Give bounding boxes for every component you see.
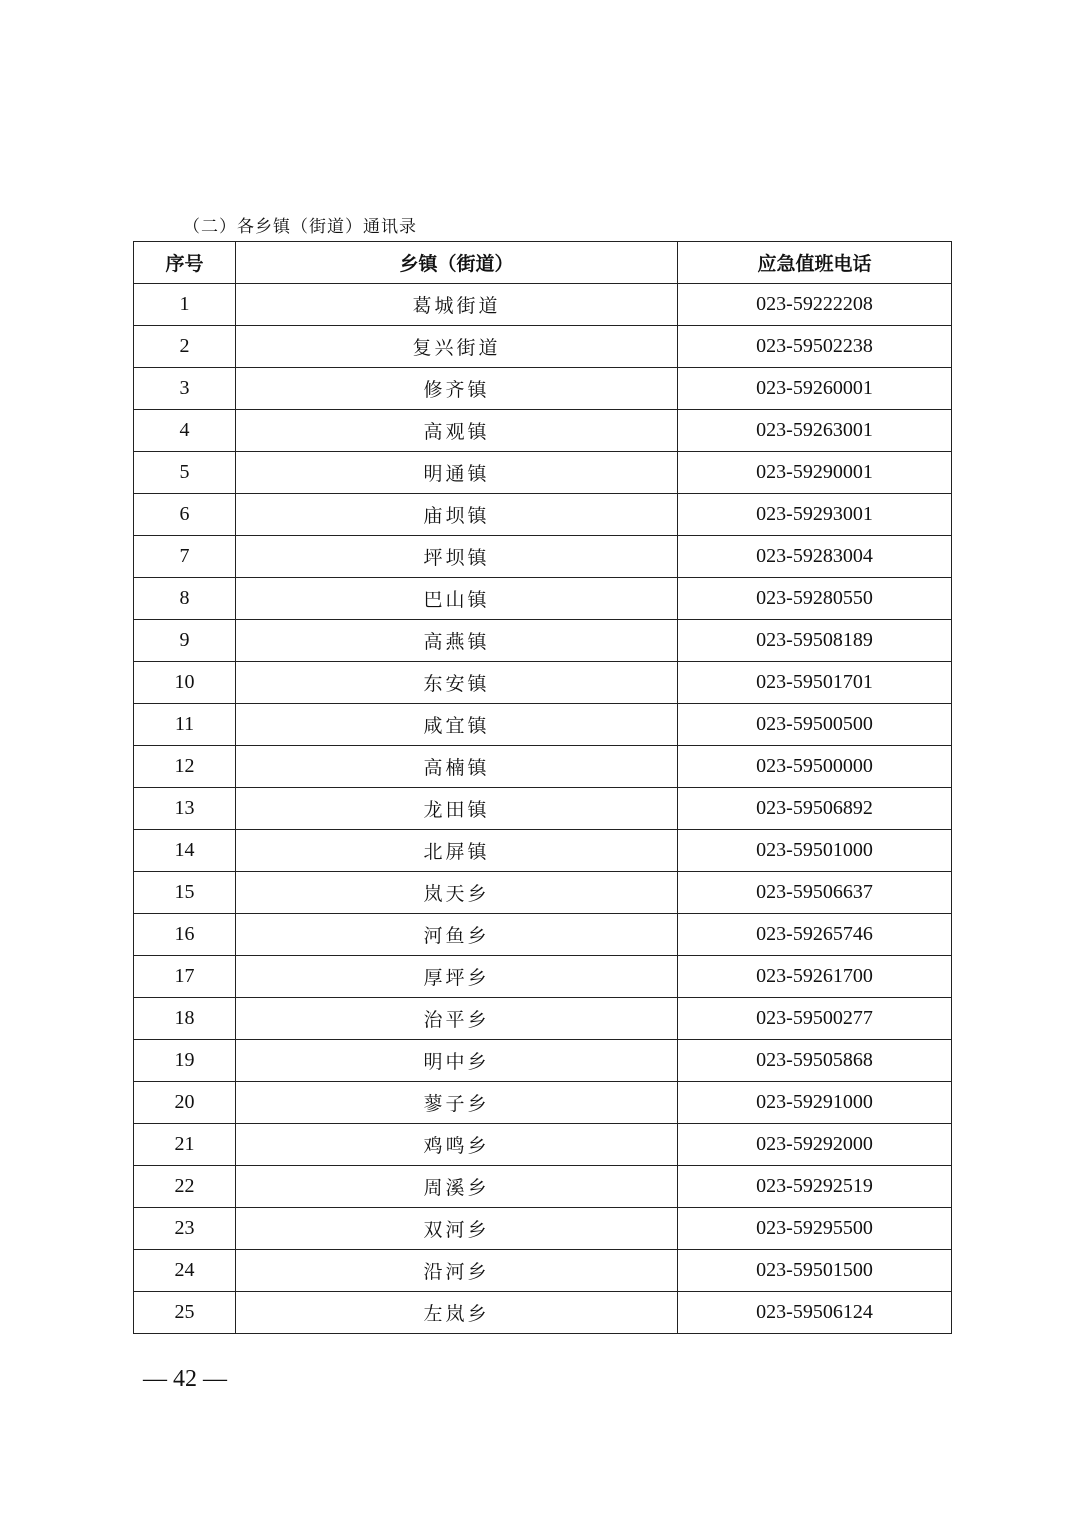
row-town: 蓼子乡 <box>236 1082 678 1124</box>
row-town: 高燕镇 <box>236 620 678 662</box>
row-seq: 14 <box>134 830 236 872</box>
table-row <box>134 746 952 788</box>
row-phone: 023-59506892 <box>678 788 952 830</box>
row-seq: 5 <box>134 452 236 494</box>
row-seq: 15 <box>134 872 236 914</box>
table-row <box>134 620 952 662</box>
row-seq: 7 <box>134 536 236 578</box>
table-row <box>134 326 952 368</box>
row-seq: 3 <box>134 368 236 410</box>
table-row <box>134 494 952 536</box>
row-town: 沿河乡 <box>236 1250 678 1292</box>
row-town: 双河乡 <box>236 1208 678 1250</box>
row-town: 北屏镇 <box>236 830 678 872</box>
row-phone: 023-59506124 <box>678 1292 952 1334</box>
row-phone: 023-59222208 <box>678 284 952 326</box>
row-seq: 22 <box>134 1166 236 1208</box>
row-town: 坪坝镇 <box>236 536 678 578</box>
row-phone: 023-59293001 <box>678 494 952 536</box>
table-row <box>134 1292 952 1334</box>
row-town: 周溪乡 <box>236 1166 678 1208</box>
row-phone: 023-59263001 <box>678 410 952 452</box>
row-town: 葛城街道 <box>236 284 678 326</box>
header-town: 乡镇（街道） <box>236 242 678 284</box>
row-phone: 023-59505868 <box>678 1040 952 1082</box>
table-row <box>134 368 952 410</box>
table-row <box>134 1040 952 1082</box>
table-row <box>134 1082 952 1124</box>
row-seq: 13 <box>134 788 236 830</box>
row-town: 咸宜镇 <box>236 704 678 746</box>
table-row <box>134 410 952 452</box>
row-seq: 2 <box>134 326 236 368</box>
row-seq: 24 <box>134 1250 236 1292</box>
row-phone: 023-59261700 <box>678 956 952 998</box>
table-row <box>134 788 952 830</box>
row-seq: 17 <box>134 956 236 998</box>
table-row <box>134 914 952 956</box>
row-town: 庙坝镇 <box>236 494 678 536</box>
row-seq: 4 <box>134 410 236 452</box>
row-town: 复兴街道 <box>236 326 678 368</box>
row-town: 岚天乡 <box>236 872 678 914</box>
row-phone: 023-59501000 <box>678 830 952 872</box>
row-seq: 6 <box>134 494 236 536</box>
row-town: 鸡鸣乡 <box>236 1124 678 1166</box>
row-town: 高楠镇 <box>236 746 678 788</box>
row-town: 左岚乡 <box>236 1292 678 1334</box>
table-row <box>134 578 952 620</box>
table-row <box>134 830 952 872</box>
table-row <box>134 536 952 578</box>
table-body <box>134 284 952 1334</box>
row-seq: 9 <box>134 620 236 662</box>
row-seq: 12 <box>134 746 236 788</box>
row-phone: 023-59291000 <box>678 1082 952 1124</box>
table-row <box>134 284 952 326</box>
row-seq: 18 <box>134 998 236 1040</box>
row-phone: 023-59506637 <box>678 872 952 914</box>
row-phone: 023-59290001 <box>678 452 952 494</box>
row-town: 龙田镇 <box>236 788 678 830</box>
table-header-row <box>134 242 952 284</box>
row-phone: 023-59500500 <box>678 704 952 746</box>
row-town: 东安镇 <box>236 662 678 704</box>
row-phone: 023-59283004 <box>678 536 952 578</box>
row-seq: 20 <box>134 1082 236 1124</box>
table-row <box>134 1166 952 1208</box>
row-town: 治平乡 <box>236 998 678 1040</box>
row-seq: 25 <box>134 1292 236 1334</box>
table-row <box>134 998 952 1040</box>
row-seq: 11 <box>134 704 236 746</box>
row-phone: 023-59295500 <box>678 1208 952 1250</box>
row-seq: 8 <box>134 578 236 620</box>
section-title: （二）各乡镇（街道）通讯录 <box>183 217 417 237</box>
row-phone: 023-59292000 <box>678 1124 952 1166</box>
table-row <box>134 452 952 494</box>
row-phone: 023-59280550 <box>678 578 952 620</box>
row-town: 厚坪乡 <box>236 956 678 998</box>
row-phone: 023-59265746 <box>678 914 952 956</box>
row-town: 高观镇 <box>236 410 678 452</box>
table-row <box>134 1124 952 1166</box>
row-phone: 023-59260001 <box>678 368 952 410</box>
row-phone: 023-59501701 <box>678 662 952 704</box>
table-row <box>134 956 952 998</box>
row-seq: 1 <box>134 284 236 326</box>
table-row <box>134 1208 952 1250</box>
row-seq: 21 <box>134 1124 236 1166</box>
contact-table <box>133 241 952 1334</box>
row-town: 河鱼乡 <box>236 914 678 956</box>
page-number: — 42 — <box>143 1366 227 1392</box>
row-phone: 023-59501500 <box>678 1250 952 1292</box>
header-seq: 序号 <box>134 242 236 284</box>
table-row <box>134 1250 952 1292</box>
row-town: 明通镇 <box>236 452 678 494</box>
row-town: 巴山镇 <box>236 578 678 620</box>
row-seq: 16 <box>134 914 236 956</box>
row-phone: 023-59502238 <box>678 326 952 368</box>
table-row <box>134 704 952 746</box>
row-phone: 023-59508189 <box>678 620 952 662</box>
row-phone: 023-59500000 <box>678 746 952 788</box>
row-phone: 023-59500277 <box>678 998 952 1040</box>
header-phone: 应急值班电话 <box>678 242 952 284</box>
row-town: 修齐镇 <box>236 368 678 410</box>
table-row <box>134 662 952 704</box>
row-town: 明中乡 <box>236 1040 678 1082</box>
table-row <box>134 872 952 914</box>
row-seq: 23 <box>134 1208 236 1250</box>
row-seq: 19 <box>134 1040 236 1082</box>
row-seq: 10 <box>134 662 236 704</box>
row-phone: 023-59292519 <box>678 1166 952 1208</box>
